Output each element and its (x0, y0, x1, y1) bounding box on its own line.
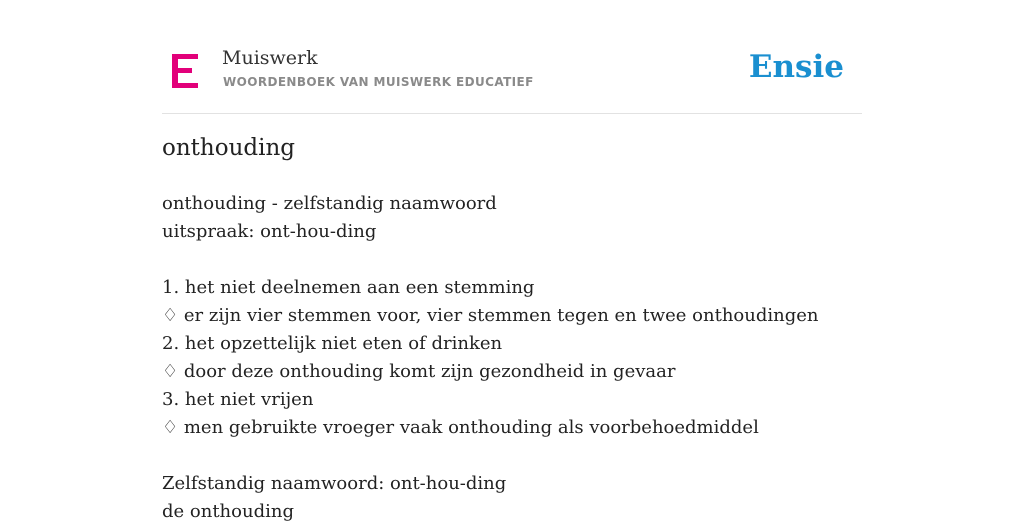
page-title: onthouding (162, 135, 295, 161)
part-of-speech-line: onthouding - zelfstandig naamwoord (162, 193, 497, 214)
definition-example: ♢ door deze onthouding komt zijn gezondheid in gevaar (162, 361, 676, 382)
site-subtitle: WOORDENBOEK VAN MUISWERK EDUCATIEF (223, 75, 534, 89)
article-line: de onthouding (162, 501, 294, 522)
ensie-logo[interactable]: Ensie (748, 49, 844, 85)
grammar-line: Zelfstandig naamwoord: ont-hou-ding (162, 473, 507, 494)
definition-example: ♢ er zijn vier stemmen voor, vier stemmen tegen en twee onthoudingen (162, 305, 819, 326)
site-title[interactable]: Muiswerk (222, 47, 318, 69)
definition-meaning: 2. het opzettelijk niet eten of drinken (162, 333, 503, 354)
site-header (162, 40, 862, 114)
definition-example: ♢ men gebruikte vroeger vaak onthouding als voorbehoedmiddel (162, 417, 759, 438)
dictionary-entry (162, 190, 862, 526)
definition-meaning: 1. het niet deelnemen aan een stemming (162, 277, 535, 298)
muiswerk-logo-icon[interactable] (172, 54, 198, 88)
spacer (162, 442, 862, 470)
spacer (162, 246, 862, 274)
pronunciation-line: uitspraak: ont-hou-ding (162, 221, 377, 242)
definition-meaning: 3. het niet vrijen (162, 389, 314, 410)
